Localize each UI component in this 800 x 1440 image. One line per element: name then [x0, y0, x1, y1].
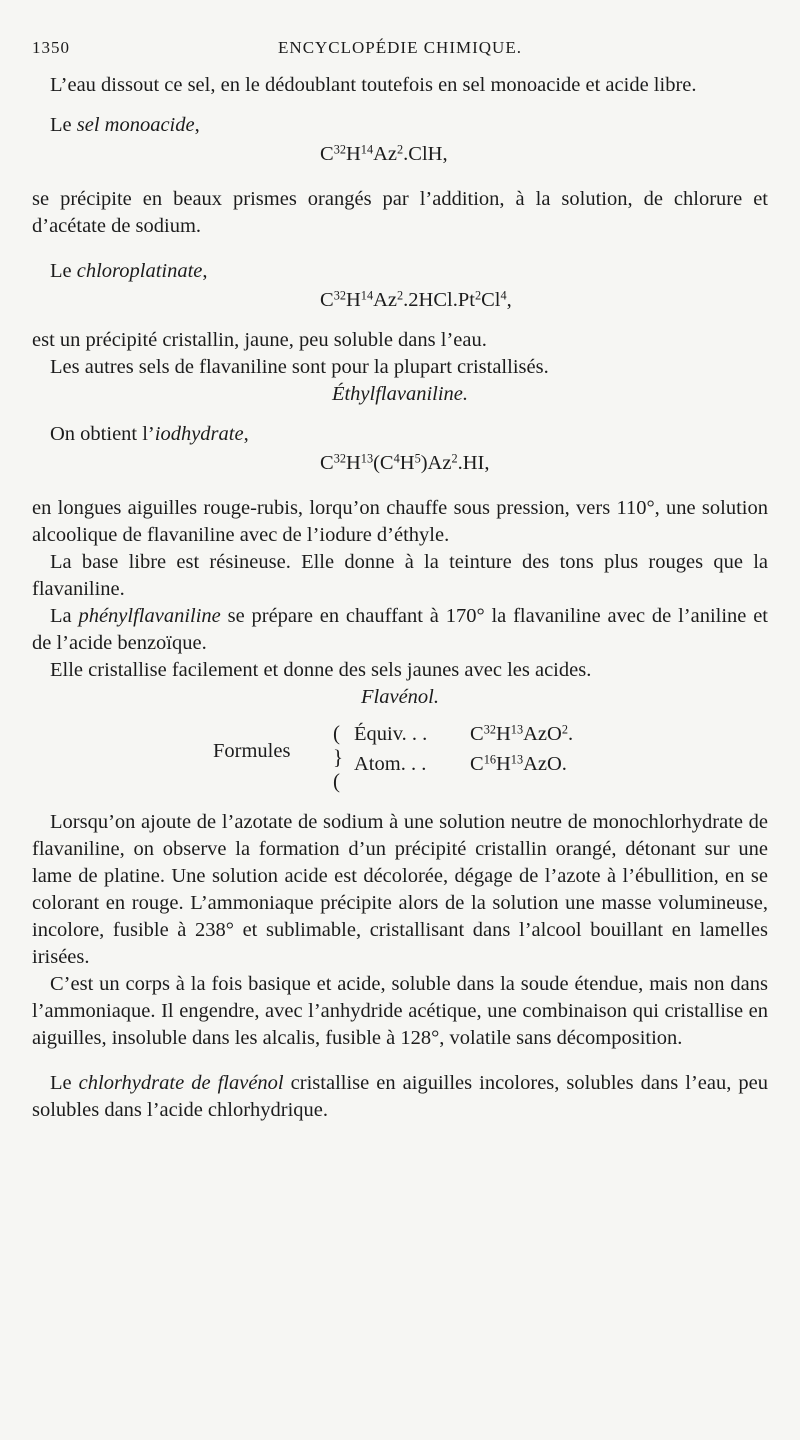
formula-part: Cl — [481, 289, 501, 311]
formula-sup: 32 — [333, 451, 346, 466]
brace-bottom: ( — [333, 769, 340, 793]
formula-part: C — [470, 753, 484, 775]
text-lead: La — [50, 605, 79, 627]
formula-iodhydrate — [32, 450, 768, 477]
term-chloroplatinate: chloroplatinate — [76, 260, 203, 282]
formula-part: H — [345, 452, 361, 474]
formula-chloroplatinate — [32, 287, 768, 314]
brace-top: ( — [333, 721, 340, 745]
formula-sup: 4 — [393, 451, 400, 466]
formula-part: C — [320, 452, 334, 474]
formula-sup: 13 — [360, 451, 374, 466]
formula-part: , — [506, 289, 512, 311]
formula-part: H — [345, 143, 361, 165]
page-number: 1350 — [32, 38, 70, 57]
formula-row-equiv — [470, 721, 573, 748]
formula-row-equiv-label: Équiv. . . — [354, 723, 428, 745]
formula-sup: 14 — [360, 142, 374, 157]
running-title: ENCYCLOPÉDIE CHIMIQUE. — [278, 38, 522, 57]
formula-part: H — [399, 452, 415, 474]
paragraph-chlorhydrate-flavenol — [32, 1070, 768, 1124]
formula-sup: 32 — [333, 142, 346, 157]
heading-flavenol — [32, 684, 768, 711]
formula-sup: 2 — [451, 451, 458, 466]
text-tail: se prépare en chauffant à 170° la flavaniline avec de l’aniline et de l’acide benzoïque. — [32, 605, 768, 654]
formula-part: C — [470, 723, 484, 745]
formula-part: H — [495, 723, 511, 745]
paragraph-cristallise: Elle cristallise facilement et donne des sels jaunes avec les acides. — [50, 659, 592, 681]
formula-part: )Az — [420, 452, 452, 474]
formula-part: C — [320, 289, 334, 311]
formula-part: Az — [373, 143, 397, 165]
text-lead: Le — [50, 260, 77, 282]
text-tail: cristallise en aiguilles incolores, solubles dans l’eau, peu solubles dans l’acide chlorhydrique. — [32, 1072, 768, 1121]
running-header — [32, 38, 768, 62]
formula-part: AzO. — [523, 753, 567, 775]
paragraph-iodhydrate — [32, 421, 768, 448]
paragraph-chloroplatinate — [32, 258, 768, 285]
formula-sup: 14 — [360, 288, 374, 303]
formula-sup: 2 — [561, 722, 568, 737]
formula-part: H — [345, 289, 361, 311]
formula-sup: 32 — [333, 288, 346, 303]
heading-text: Éthylflavaniline. — [331, 383, 469, 405]
formula-part: Az — [373, 289, 397, 311]
formula-part: .ClH, — [403, 143, 448, 165]
page-body — [32, 72, 768, 1124]
formula-sup: 16 — [483, 752, 496, 767]
term-sel-monoacide: sel monoacide — [76, 114, 195, 136]
formula-sup: 5 — [414, 451, 421, 466]
formula-part: C — [320, 143, 334, 165]
formules-block — [32, 721, 768, 793]
paragraph-azotate: Lorsqu’on ajoute de l’azotate de sodium à une solution neutre de monochlorhydrate de flavaniline, on observe la formation d’un précipité cristallin orangé, détonant sur une lame de platine. Une solution acide est décolorée, dégage de l’azote à l’ébullition, en se colorant en rouge. L’ammoniaque précipite alors de la solution une masse volumineuse, incolore, fusible à 238° et sublimable, cristallisant dans l’alcool bouillant en lamelles irisées. — [32, 811, 768, 968]
formula-row-atom-label: Atom. . . — [354, 753, 427, 775]
text-lead: Le — [50, 114, 77, 136]
term-phenylflavaniline: phénylflavaniline — [78, 605, 221, 627]
formula-sup: 4 — [500, 288, 507, 303]
text-tail: , — [194, 114, 200, 136]
formula-part: .2HCl.Pt — [403, 289, 475, 311]
paragraph-basique-acide: C’est un corps à la fois basique et acide, soluble dans la soude étendue, mais non dans l’ammoniaque. Il engendre, avec l’anhydride acétique, une combinaison qui cristallise en aiguilles, insoluble dans les alcalis, fusible à 128°, volatile sans décomposition. — [32, 973, 768, 1049]
formula-part: . — [567, 723, 574, 745]
formula-sel-monoacide — [32, 141, 768, 168]
formules-label: Formules — [213, 740, 291, 762]
formula-sup: 2 — [397, 142, 404, 157]
formula-part: H — [495, 753, 511, 775]
paragraph-precipite-jaune: est un précipité cristallin, jaune, peu soluble dans l’eau. — [32, 329, 487, 351]
text-lead: Le — [50, 1072, 79, 1094]
text-tail: , — [243, 423, 249, 445]
formula-sup: 13 — [510, 752, 524, 767]
paragraph-sel-monoacide — [32, 112, 768, 139]
paragraph-phenylflavaniline — [32, 603, 768, 657]
text-tail: , — [202, 260, 208, 282]
paragraph-base-libre: La base libre est résineuse. Elle donne à la teinture des tons plus rouges que la flavaniline. — [32, 551, 768, 600]
term-iodhydrate: iodhydrate — [154, 423, 244, 445]
paragraph-precipite-prismes: se précipite en beaux prismes orangés par l’addition, à la solution, de chlorure et d’acétate de sodium. — [32, 188, 768, 237]
formula-part: .HI, — [457, 452, 490, 474]
formula-part: AzO — [523, 723, 562, 745]
heading-ethylflavaniline — [32, 381, 768, 408]
formula-part: (C — [373, 452, 394, 474]
paragraph-autres-sels: Les autres sels de flavaniline sont pour la plupart cristallisés. — [50, 356, 549, 378]
paragraph-aiguilles-rouge: en longues aiguilles rouge-rubis, lorqu’on chauffe sous pression, vers 110°, une solution alcoolique de flavaniline avec de l’iodure d’éthyle. — [32, 497, 768, 546]
brace-glyph — [333, 721, 343, 793]
formula-sup: 2 — [474, 288, 482, 303]
heading-text: Flavénol. — [361, 686, 439, 708]
text-lead: On obtient l’ — [50, 423, 155, 445]
paragraph-eau: L’eau dissout ce sel, en le dédoublant toutefois en sel monoacide et acide libre. — [50, 74, 697, 96]
formula-sup: 13 — [510, 722, 524, 737]
formula-sup: 2 — [397, 288, 404, 303]
term-chlorhydrate-flavenol: chlorhydrate de flavénol — [78, 1072, 284, 1094]
brace-mid: } — [333, 745, 344, 769]
formula-sup: 32 — [483, 722, 496, 737]
formula-row-atom — [470, 751, 567, 778]
